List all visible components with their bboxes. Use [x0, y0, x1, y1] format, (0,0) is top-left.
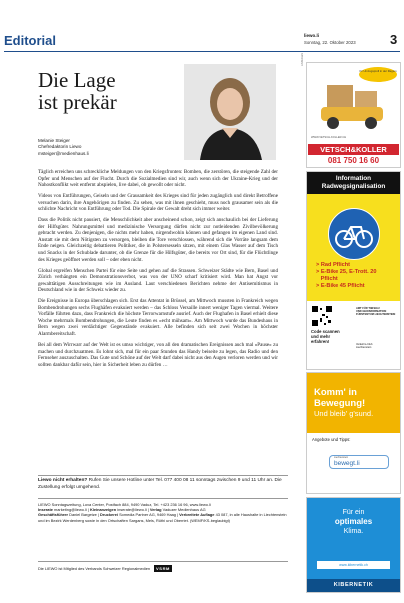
- author-role: Chefredaktorin Liewo: [38, 144, 82, 150]
- article-body: [38, 169, 278, 373]
- label: Verlag: [149, 507, 162, 513]
- title-line-2: Radwegsignalisation: [321, 183, 386, 190]
- slogan-line: Für ein: [342, 509, 365, 516]
- ad-bubble: Ihr Umzugsprofi in der Region: [359, 67, 397, 82]
- impressum: [38, 502, 288, 523]
- header-rule: [4, 51, 400, 52]
- impressum-address: LIEWO Sonntagszeitung, Lova Center, Postfach 884, 9490 Vaduz, Tel. +423 236 16 96, www.liewo.li: [38, 502, 211, 507]
- divider: [38, 561, 288, 562]
- logo-caption: Liechtenstein: [334, 456, 349, 459]
- membership-note: [38, 565, 172, 572]
- logo-line: FÜRSTENTUM LIECHTENSTEIN: [356, 313, 396, 317]
- value: 43 087, in alle Haushalte in Liechtenstein und im Bezirk Werdenberg sowie in den Ortschaften Sargans, Mels, Rüthi und Oberriet. (WEMF/KS-beglaubigt): [38, 512, 287, 523]
- page-header: [0, 0, 404, 54]
- ad-url: WWW.VETSCH-KOLLER.CH: [311, 136, 347, 139]
- ad-phone: 081 750 16 60: [327, 156, 380, 165]
- bewegt-logo[interactable]: [329, 455, 389, 469]
- ad-slogan: [317, 508, 390, 536]
- value: Somedia Partner AG, 9469 Haag |: [119, 512, 179, 518]
- amt-logo: [356, 307, 395, 317]
- label: Kleinanzeigen: [89, 507, 117, 513]
- paragraph: Die Ereignisse in Europa überschlagen sich. Erst das Attentat in Brüssel, am Mittwoch mussten in Frankreich wegen Bombendrohungen sechs Flughäfen evakuiert werden – das Schloss Versaille innert weniger Tagen viermal. Weitere Vorfälle führten dazu, dass Frankreich die höchste Terrorwarnstufe ausrief. Auch der Flughafen in Basel erhielt diese Woche mehrmals Bombendrohungen, die Leute finden es «echt mühsam». Am Mittwoch wurde das Bundeshaus in Bern wegen zwei verdächtiger Gegenstände evakuiert. Alle befinden sich seit zwei Wochen in höchster Alarmbereitschaft.: [38, 298, 278, 338]
- issue-date: Sonntag, 22. Oktober 2023: [304, 40, 356, 45]
- slogan-line: Klima.: [343, 528, 364, 535]
- ads-tag: ANZEIGEN: [301, 52, 304, 66]
- logo-line: Verkehrs-Club: [356, 343, 373, 346]
- paragraph: Dass die Politik nicht pausiert, die Menschlichkeit aber anscheinend schon, zeigt sich anschaulich bei der Lieferung der Hilfsgüter. Nahrungsmittel und medizinische Versorgung dürfen nicht zur notleidenden Zivilbevölkerung gebracht werden. Zu denjenigen, die nichts mehr haben, nirgendwohin können und gefangen im eigenen Land sind. Anstatt sie mit dem Nötigsten zu versorgen, bleiben die Tore verschlossen, während sich die Vorräte langsam dem Ende neigen. Gleichzeitig debattieren Politiker, die in Polstersesseln sitzen, mit einem Glas Wasser auf dem Tisch und Snacks in der Schublade darunter, ob die Grenze für die Hilfsgüter, die bereits vor Ort sind, für die Flüchtlinge des Krieges geöffnet werden soll – oder eben nicht.: [38, 217, 278, 263]
- list-item: > Rad Pflicht: [316, 262, 351, 268]
- ad-title: [307, 172, 400, 194]
- moving-box-car-illustration: [317, 81, 393, 133]
- paragraph: Täglich erreichen uns schreckliche Meldungen von den Kriegsfronten: Bomben, die zerstören, die steigende Zahl der Opfer und Menschen auf der Flucht. Durch die Sozialmedien sind wir, auch wenn sich der Ukraine-Krieg und der Nahostkonflikt weit entfernt abspielen, live dabei, ob gewollt oder nicht.: [38, 169, 278, 189]
- ad-kibernetik[interactable]: [306, 497, 401, 593]
- author-portrait: [184, 64, 276, 160]
- logo-line: Liechtenstein: [356, 346, 372, 350]
- ad-vetsch-koller[interactable]: [306, 62, 401, 168]
- author-email[interactable]: msteiger@medienhaus.li: [38, 150, 89, 156]
- site-name: liewo.li: [304, 33, 320, 38]
- qr-code-icon[interactable]: [311, 305, 333, 327]
- logo-line: UND GEOINFORMATION: [356, 310, 387, 314]
- banner-line: Komm' in: [314, 387, 357, 398]
- ad-banner: [307, 373, 400, 433]
- paragraph: Global ergreifen Menschen Partei für eine Seite und gehen auf die Strassen. Schweizer Städte wie Bern, Basel und Zürich verhängten ein Demonstrationsverbot, was von der UNO scharf kritisiert wird. Man hat Angst vor gewalttätigen Ausschreitungen wie im Ausland. Laut verschiedenen Berichten nehme der Antisemitismus in Deutschland wie in der Schweiz wieder zu.: [38, 267, 278, 294]
- ad-url[interactable]: www.kibernetik.ch: [317, 561, 390, 569]
- ad-brand: VETSCH&KOLLER: [308, 144, 399, 155]
- ad-radweg[interactable]: [306, 171, 401, 370]
- member-text: Die LIEWO ist Mitglied des Verbands Schweizer Regionalmedien: [38, 566, 151, 571]
- value: inserate@liewo.li |: [117, 507, 149, 513]
- caption-line: und mehr: [311, 334, 331, 340]
- delivery-notice: [38, 478, 288, 491]
- slogan-line: optimales: [334, 517, 373, 526]
- ad-bewegung[interactable]: [306, 372, 401, 494]
- notice-bold: Liewo nicht erhalten?: [38, 478, 88, 483]
- logo-text: bewegt.li: [334, 459, 360, 467]
- label: Druckerei: [100, 512, 118, 518]
- paragraph: Bei all dem Wirrwarr auf der Welt ist es umso wichtiger, von all den dramatischen Ereignissen auch mal «Pause» zu machen und durchzuatmen. Es lohnt sich, mal für ein paar Stunden das Handy beiseite zu legen, das Radio und den Fernseher auszuschalten. Das Gute und Schöne auf der Welt darf dabei nicht aus den Augen verloren werden und wir sollten dankbar dafür sein, hier in Sicherheit leben zu dürfen …: [38, 342, 278, 368]
- caption-line: erfahren!: [311, 339, 330, 345]
- headline-line-2: ist prekär: [38, 90, 117, 114]
- list-item: > E-Bike 25, E-Trott. 20: [316, 269, 377, 275]
- divider: [38, 498, 288, 499]
- caption-line: Code scannen: [311, 329, 340, 334]
- list-item: Pflicht: [316, 276, 338, 282]
- offers-label: Angebote und Tipps:: [312, 437, 351, 442]
- page-number: 3: [390, 32, 398, 47]
- byline: [38, 138, 89, 157]
- section-title: Editorial: [4, 33, 57, 48]
- article-headline: [38, 69, 117, 113]
- value: marketing@liewo.li |: [54, 507, 89, 513]
- label: Inserate: [38, 507, 53, 513]
- banner-line: Bewegung!: [314, 398, 366, 409]
- paragraph: Videos von Entführungen, Geiseln und der Grausamkeit des Krieges sind für jeden zugänglich und direkt Betroffene versuchen darin, ihre Angehörigen zu finden. Zu sehen, was mit ihnen geschieht, muss noch grausamer sein als die schlichte Nachricht von Entführung oder Tod. Die Spirale der Gewalt dreht sich immer weiter.: [38, 193, 278, 213]
- ad-brand: KIBERNETIK: [307, 579, 400, 592]
- label: Geschäftsführer: [38, 512, 69, 518]
- impressum-publishing: [38, 512, 288, 522]
- list-item: > E-Bike 45 Pflicht: [316, 283, 365, 289]
- divider: [38, 475, 288, 476]
- vcl-logo: [356, 343, 372, 349]
- value: Vaduzer Medienhaus AG: [162, 507, 206, 513]
- headline-line-1: Die Lage: [38, 68, 116, 92]
- title-line-1: Information: [335, 175, 372, 182]
- banner-line: Und bleib' g'sund.: [314, 409, 374, 418]
- notice-text: Rufen Sie unsere Hotline unter Tel. 077 400 08 11 sonntags zwischen 9 und 11 Uhr an. Die Zustellung erfolgt umgehend.: [38, 478, 282, 490]
- code-caption: [311, 329, 340, 345]
- vsrm-logo: VSRM: [156, 566, 170, 571]
- rule-list: [316, 262, 376, 290]
- label: Verbreitete Auflage: [179, 512, 215, 518]
- logo-line: AMT FÜR TIEFBAU: [356, 307, 380, 310]
- author-name: Melanie Steiger: [38, 138, 70, 143]
- bicycle-sign-icon: [328, 208, 380, 260]
- value: Daniel Bargetze |: [69, 512, 99, 518]
- ad-lower: [307, 301, 400, 369]
